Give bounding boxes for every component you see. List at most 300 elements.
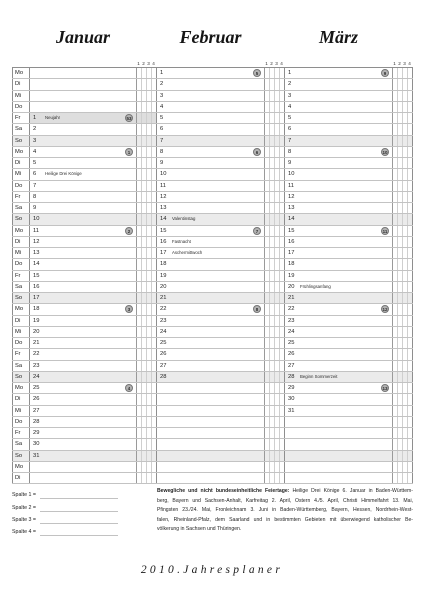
day-cell xyxy=(30,226,157,236)
legend-write-line xyxy=(40,529,118,536)
calendar-row xyxy=(12,214,413,225)
tally-columns xyxy=(136,102,156,112)
day-number: 25 xyxy=(288,340,295,346)
week-number-badge: 12 xyxy=(382,307,388,313)
day-number: 3 xyxy=(288,92,292,99)
tally-columns xyxy=(392,248,412,258)
day-cell xyxy=(30,169,157,179)
day-cell xyxy=(157,169,285,179)
calendar-row xyxy=(12,304,413,315)
day-cell xyxy=(157,147,285,157)
tally-columns xyxy=(392,192,412,202)
calendar-row xyxy=(12,237,413,248)
day-cell xyxy=(157,113,285,123)
footnote-line: berg, Bayern und Sachsen-Anhalt, Karfreitag 2. April, Ostern 4./5. April, Christi Himmelfahrt 13. Mai, xyxy=(157,497,413,504)
tally-columns xyxy=(392,406,412,416)
day-number: 4 xyxy=(160,103,164,110)
day-cell xyxy=(30,316,157,326)
tally-columns xyxy=(136,316,156,326)
day-cell xyxy=(285,451,413,461)
tally-columns xyxy=(136,158,156,168)
tally-columns xyxy=(136,361,156,371)
day-number: 19 xyxy=(288,272,295,279)
day-number: 6 xyxy=(33,171,37,178)
calendar-row xyxy=(12,394,413,405)
tally-columns xyxy=(264,169,284,179)
tally-column-headers xyxy=(392,60,412,67)
tally-columns xyxy=(136,349,156,359)
tally-column-number: 3 xyxy=(403,61,406,66)
day-cell xyxy=(285,79,413,89)
calendar-grid xyxy=(12,67,413,484)
day-number: 11 xyxy=(288,182,295,189)
tally-columns xyxy=(392,417,412,427)
day-number: 22 xyxy=(288,306,295,313)
calendar-row xyxy=(12,406,413,417)
calendar-row xyxy=(12,124,413,135)
tally-columns xyxy=(264,361,284,371)
day-cell xyxy=(157,271,285,281)
day-number: 23 xyxy=(288,317,295,324)
day-cell xyxy=(157,259,285,269)
day-cell xyxy=(285,203,413,213)
calendar-row xyxy=(12,361,413,372)
tally-columns xyxy=(264,91,284,101)
day-number: 1 xyxy=(288,70,292,76)
tally-columns xyxy=(392,169,412,179)
day-cell xyxy=(30,147,157,157)
tally-columns xyxy=(392,327,412,337)
tally-columns xyxy=(264,271,284,281)
day-number: 25 xyxy=(33,385,40,391)
day-note: Frühlingsanfang xyxy=(300,283,331,289)
weekday-label: Mi xyxy=(12,169,30,179)
weekday-label: Mo xyxy=(12,226,30,236)
tally-columns xyxy=(264,349,284,359)
day-cell xyxy=(157,428,285,438)
day-number: 3 xyxy=(33,137,37,144)
tally-columns xyxy=(264,237,284,247)
day-cell xyxy=(30,237,157,247)
footnote-heading: Bewegliche und nicht bundeseinheitliche Feiertage: xyxy=(157,488,290,494)
day-number: 10 xyxy=(288,171,295,178)
tally-columns xyxy=(136,113,156,123)
tally-columns xyxy=(392,214,412,224)
day-cell xyxy=(285,169,413,179)
day-number: 15 xyxy=(33,272,40,279)
day-cell xyxy=(157,439,285,449)
day-number: 31 xyxy=(288,407,295,414)
day-number: 28 xyxy=(160,373,167,380)
day-number: 12 xyxy=(288,193,295,200)
day-number: 18 xyxy=(288,261,295,268)
day-number: 29 xyxy=(288,385,295,391)
calendar-row xyxy=(12,428,413,439)
tally-column-number: 4 xyxy=(152,61,155,66)
weekday-label: Do xyxy=(12,338,30,348)
tally-column-number: 2 xyxy=(142,61,145,66)
day-number: 8 xyxy=(160,148,164,155)
day-cell xyxy=(285,102,413,112)
day-cell xyxy=(157,372,285,382)
day-number: 16 xyxy=(288,238,295,245)
holidays-footnote xyxy=(157,487,413,535)
day-cell xyxy=(30,136,157,146)
day-number: 18 xyxy=(160,261,167,268)
weekday-label: Sa xyxy=(12,282,30,292)
day-cell xyxy=(285,226,413,236)
day-cell xyxy=(30,192,157,202)
calendar-row xyxy=(12,113,413,124)
day-cell xyxy=(157,417,285,427)
day-cell xyxy=(157,293,285,303)
day-cell xyxy=(30,113,157,123)
calendar-row xyxy=(12,169,413,180)
footnote-line xyxy=(157,487,413,497)
day-number: 21 xyxy=(33,340,40,346)
week-number-badge: 7 xyxy=(253,227,261,235)
day-note: Aschermittwoch xyxy=(172,250,203,255)
tally-columns xyxy=(264,439,284,449)
day-cell xyxy=(30,462,157,472)
day-number: 23 xyxy=(33,362,40,369)
day-number: 13 xyxy=(288,205,295,211)
tally-columns xyxy=(392,147,412,157)
weekday-label: So xyxy=(12,372,30,382)
day-number: 1 xyxy=(33,115,37,121)
day-number: 5 xyxy=(160,115,164,121)
tally-columns xyxy=(264,248,284,258)
day-number: 9 xyxy=(288,160,292,166)
weekday-label: Di xyxy=(12,79,30,89)
weekday-label: Fr xyxy=(12,428,30,438)
week-number-badge: 9 xyxy=(381,69,389,77)
day-cell xyxy=(285,462,413,472)
legend-write-line xyxy=(40,505,118,512)
day-number: 26 xyxy=(33,396,40,403)
tally-columns xyxy=(136,181,156,191)
day-cell xyxy=(157,237,285,247)
tally-columns xyxy=(136,473,156,483)
legend-label: Spalte 2 = xyxy=(12,504,37,511)
day-cell xyxy=(157,282,285,292)
day-number: 10 xyxy=(160,171,167,178)
day-number: 5 xyxy=(33,160,37,166)
tally-columns xyxy=(136,406,156,416)
tally-columns xyxy=(136,259,156,269)
day-cell xyxy=(285,473,413,483)
day-cell xyxy=(285,293,413,303)
tally-columns xyxy=(136,79,156,89)
tally-column-legend xyxy=(12,487,118,536)
weekday-label: Sa xyxy=(12,439,30,449)
day-number: 24 xyxy=(33,373,40,380)
day-number: 22 xyxy=(33,351,40,358)
tally-column-number: 1 xyxy=(265,61,268,66)
tally-columns xyxy=(264,316,284,326)
weekday-label: So xyxy=(12,451,30,461)
day-cell xyxy=(30,282,157,292)
legend-label: Spalte 3 = xyxy=(12,516,37,523)
day-cell xyxy=(30,428,157,438)
tally-columns xyxy=(264,462,284,472)
day-number: 7 xyxy=(160,137,164,144)
tally-columns xyxy=(392,372,412,382)
day-cell xyxy=(285,91,413,101)
day-number: 30 xyxy=(33,441,40,448)
weekday-label: Do xyxy=(12,102,30,112)
day-cell xyxy=(30,158,157,168)
calendar-row xyxy=(12,248,413,259)
day-cell xyxy=(285,417,413,427)
weekday-label: So xyxy=(12,214,30,224)
tally-columns xyxy=(264,451,284,461)
day-number: 7 xyxy=(288,137,292,144)
week-number-badge: 8 xyxy=(253,305,261,313)
day-number: 27 xyxy=(288,362,295,369)
tally-columns xyxy=(264,304,284,314)
day-number: 26 xyxy=(160,351,167,358)
day-cell xyxy=(30,91,157,101)
calendar-row xyxy=(12,282,413,293)
day-cell xyxy=(30,293,157,303)
day-cell xyxy=(285,259,413,269)
tally-columns xyxy=(264,181,284,191)
tally-columns xyxy=(392,282,412,292)
day-cell xyxy=(157,192,285,202)
tally-columns xyxy=(264,282,284,292)
planner-footer-title: 2010.Jahresplaner xyxy=(140,564,284,576)
calendar-row xyxy=(12,192,413,203)
calendar-row xyxy=(12,473,413,484)
tally-column-headers xyxy=(264,60,284,67)
tally-columns xyxy=(264,102,284,112)
day-number: 1 xyxy=(160,70,164,76)
day-number: 8 xyxy=(33,193,37,200)
day-cell xyxy=(285,192,413,202)
day-note: Heilige Drei Könige xyxy=(45,171,82,177)
tally-columns xyxy=(136,394,156,404)
day-cell xyxy=(157,102,285,112)
footnote-line: Pfingsten 23./24. Mai, Fronleichnam 3. Juni in Baden-Württemberg, Bayern, Hessen, Nordrhein-West- xyxy=(157,507,413,514)
day-cell xyxy=(30,383,157,393)
day-number: 23 xyxy=(160,317,167,324)
day-number: 14 xyxy=(160,216,167,223)
tally-columns xyxy=(392,124,412,134)
day-cell xyxy=(157,383,285,393)
week-number-badge: 2 xyxy=(125,227,133,235)
tally-columns xyxy=(136,462,156,472)
tally-columns xyxy=(392,226,412,236)
tally-columns xyxy=(264,327,284,337)
tally-columns xyxy=(136,383,156,393)
tally-columns xyxy=(392,136,412,146)
day-number: 30 xyxy=(288,396,295,403)
week-number-badge: 6 xyxy=(253,148,261,156)
tally-columns xyxy=(136,304,156,314)
day-number: 6 xyxy=(288,126,292,133)
tally-columns xyxy=(136,136,156,146)
day-number: 29 xyxy=(33,430,40,436)
day-cell xyxy=(157,181,285,191)
day-number: 7 xyxy=(33,182,37,189)
tally-columns xyxy=(136,372,156,382)
tally-columns xyxy=(392,91,412,101)
day-number: 28 xyxy=(33,418,40,425)
day-number: 27 xyxy=(160,362,167,369)
weekday-label: Mi xyxy=(12,91,30,101)
tally-columns xyxy=(264,406,284,416)
weekday-label: Di xyxy=(12,316,30,326)
day-cell xyxy=(285,383,413,393)
day-cell xyxy=(30,248,157,258)
day-number: 11 xyxy=(33,227,40,234)
tally-columns xyxy=(392,271,412,281)
calendar-row xyxy=(12,203,413,214)
calendar-row xyxy=(12,293,413,304)
legend-write-line xyxy=(40,492,118,499)
day-number: 20 xyxy=(160,283,167,290)
tally-columns xyxy=(392,203,412,213)
footnote-line: falen, Rheinland-Pfalz, dem Saarland und in bestimmten Gebieten mit überwiegend katholischer Be- xyxy=(157,516,413,523)
day-number: 17 xyxy=(288,250,295,256)
weekday-label: Sa xyxy=(12,361,30,371)
tally-columns xyxy=(264,372,284,382)
tally-columns xyxy=(136,237,156,247)
weekday-label: Fr xyxy=(12,192,30,202)
tally-columns xyxy=(392,473,412,483)
day-cell xyxy=(157,473,285,483)
weekday-label: Mi xyxy=(12,406,30,416)
tally-columns xyxy=(136,327,156,337)
day-cell xyxy=(157,136,285,146)
day-number: 21 xyxy=(288,295,295,301)
day-cell xyxy=(30,124,157,134)
day-cell xyxy=(30,102,157,112)
tally-columns xyxy=(136,293,156,303)
day-number: 16 xyxy=(160,238,167,245)
day-cell xyxy=(30,372,157,382)
day-number: 12 xyxy=(33,238,40,245)
day-cell xyxy=(285,282,413,292)
calendar-row xyxy=(12,91,413,102)
day-number: 5 xyxy=(288,115,292,121)
legend-write-line xyxy=(40,517,118,524)
day-cell xyxy=(30,338,157,348)
day-number: 21 xyxy=(160,295,167,301)
day-cell xyxy=(285,271,413,281)
day-cell xyxy=(285,124,413,134)
day-number: 22 xyxy=(160,306,167,313)
day-cell xyxy=(157,462,285,472)
weekday-label: Mo xyxy=(12,462,30,472)
day-cell xyxy=(30,259,157,269)
day-number: 19 xyxy=(160,272,167,279)
day-note: Beginn Sommerzeit xyxy=(300,373,338,379)
week-number-badge: 5 xyxy=(253,69,261,77)
day-cell xyxy=(30,181,157,191)
day-cell xyxy=(285,237,413,247)
day-number: 14 xyxy=(288,216,295,223)
tally-columns xyxy=(264,259,284,269)
week-number-badge: 53 xyxy=(126,116,132,122)
day-cell xyxy=(157,226,285,236)
day-number: 27 xyxy=(33,407,40,414)
month-title-3: März xyxy=(318,27,358,47)
weekday-label: Mo xyxy=(12,147,30,157)
tally-column-number: 4 xyxy=(280,61,283,66)
legend-row-1 xyxy=(12,487,118,499)
day-number: 24 xyxy=(288,328,295,335)
tally-columns xyxy=(392,181,412,191)
day-number: 24 xyxy=(160,328,167,335)
tally-columns xyxy=(136,439,156,449)
tally-columns xyxy=(392,237,412,247)
day-cell xyxy=(30,361,157,371)
calendar-row xyxy=(12,383,413,394)
day-cell xyxy=(30,417,157,427)
day-number: 16 xyxy=(33,283,40,290)
weekday-label: Mi xyxy=(12,327,30,337)
tally-columns xyxy=(136,203,156,213)
tally-columns xyxy=(392,293,412,303)
tally-columns xyxy=(264,136,284,146)
week-number-badge: 1 xyxy=(125,148,133,156)
tally-column-number: 1 xyxy=(137,61,140,66)
day-cell xyxy=(157,394,285,404)
weekday-label: So xyxy=(12,136,30,146)
calendar-row xyxy=(12,451,413,462)
week-number-badge: 13 xyxy=(382,386,388,392)
day-cell xyxy=(285,406,413,416)
day-cell xyxy=(30,394,157,404)
tally-column-number: 4 xyxy=(408,61,411,66)
month-title-2: Februar xyxy=(179,27,242,47)
weekday-label: Fr xyxy=(12,349,30,359)
tally-columns xyxy=(392,439,412,449)
tally-columns xyxy=(136,214,156,224)
weekday-label: Mo xyxy=(12,383,30,393)
weekday-label: Mi xyxy=(12,248,30,258)
calendar-row xyxy=(12,349,413,360)
calendar-row xyxy=(12,327,413,338)
day-cell xyxy=(30,349,157,359)
day-note: Fastnacht xyxy=(172,238,191,244)
day-cell xyxy=(157,124,285,134)
day-cell xyxy=(157,68,285,78)
day-cell xyxy=(30,451,157,461)
day-cell xyxy=(30,327,157,337)
day-number: 15 xyxy=(160,227,167,234)
calendar-row xyxy=(12,271,413,282)
legend-row-4 xyxy=(12,524,118,536)
day-cell xyxy=(157,203,285,213)
tally-columns xyxy=(392,79,412,89)
day-number: 28 xyxy=(288,373,295,380)
tally-columns xyxy=(264,473,284,483)
day-cell xyxy=(285,428,413,438)
weekday-label: Di xyxy=(12,158,30,168)
weekday-label: Do xyxy=(12,181,30,191)
calendar-row xyxy=(12,462,413,473)
day-number: 15 xyxy=(288,227,295,234)
day-number: 17 xyxy=(160,250,167,256)
calendar-row xyxy=(12,439,413,450)
weekday-label: Mo xyxy=(12,68,30,78)
day-number: 4 xyxy=(33,148,37,155)
week-number-badge: 10 xyxy=(382,149,388,155)
day-number: 3 xyxy=(160,92,164,99)
